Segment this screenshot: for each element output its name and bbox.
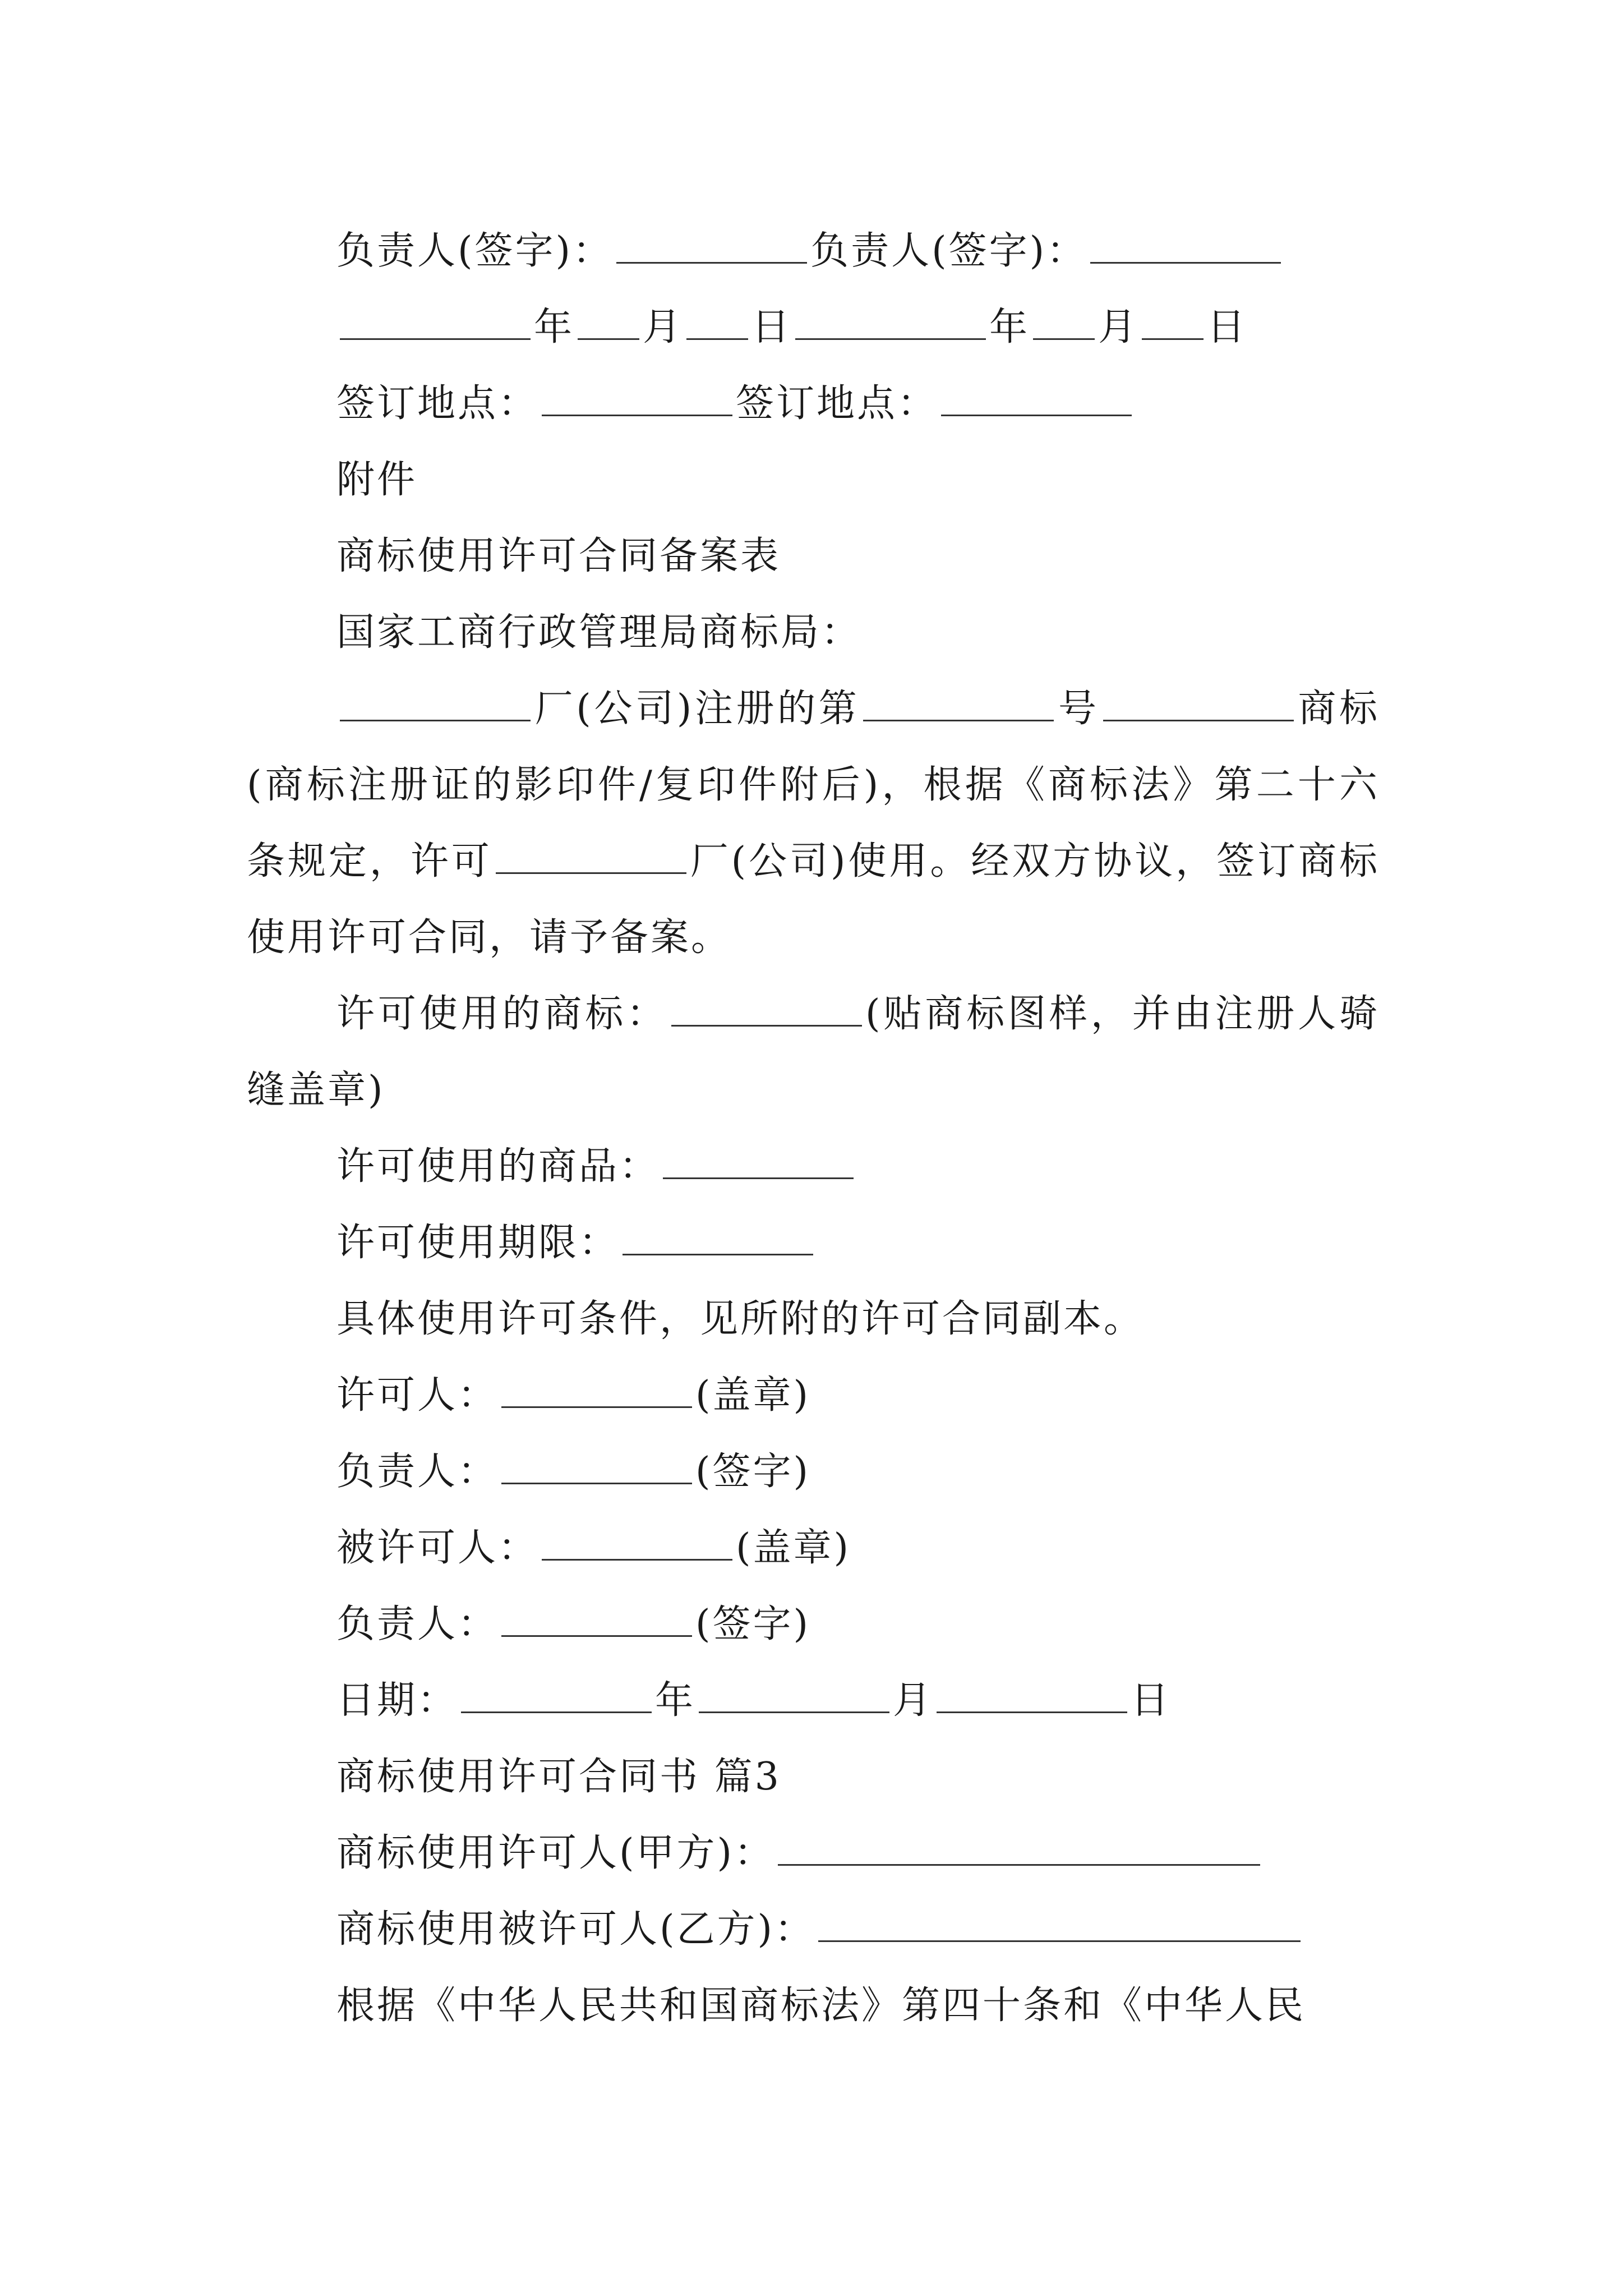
attachment-heading: 附件	[336, 458, 418, 502]
year-label: 年	[655, 1678, 696, 1723]
blank-field	[663, 1145, 854, 1179]
responsible-sign-label-b: 负责人(签字)：	[810, 229, 1087, 273]
seal-note: (盖章)	[695, 1373, 811, 1418]
section-heading: 商标使用许可合同书 篇3	[336, 1755, 781, 1799]
party-b-line	[247, 1892, 1380, 1968]
licensor-line	[247, 1358, 1380, 1434]
month-label: 月	[643, 305, 684, 349]
blank-field	[671, 992, 862, 1027]
paragraph-registration	[247, 671, 1380, 976]
day-label: 日	[751, 305, 792, 349]
month-label: 月	[1098, 305, 1139, 349]
blank-field	[937, 1679, 1127, 1713]
blank-field	[616, 229, 807, 264]
blank-field	[623, 1221, 813, 1255]
blank-field	[795, 306, 986, 340]
blank-field	[1103, 687, 1294, 721]
paragraph-text: 号	[1057, 687, 1100, 731]
blank-field	[1142, 306, 1204, 340]
basis-line: 根据《中华人民共和国商标法》第四十条和《中华人民	[336, 1984, 1306, 2028]
blank-field	[340, 306, 531, 340]
paragraph-text: 厂(公司)使用。经双方协议，签订商标使用许可合同，请予备案。	[247, 839, 1380, 960]
responsible-label: 负责人：	[336, 1450, 499, 1494]
responsible-line	[247, 1434, 1380, 1510]
blank-field	[501, 1450, 692, 1484]
place-line	[247, 366, 1380, 442]
conditions-line: 具体使用许可条件，见所附的许可合同副本。	[336, 1297, 1145, 1341]
place-label-b: 签订地点：	[736, 381, 938, 426]
licensor-label: 许可人：	[336, 1373, 499, 1418]
day-label: 日	[1207, 305, 1248, 349]
document-body	[247, 213, 1380, 2044]
day-label: 日	[1131, 1678, 1172, 1723]
month-label: 月	[893, 1678, 934, 1723]
party-a-line	[247, 1815, 1380, 1892]
paragraph-text: 许可使用的商标：	[336, 992, 668, 1036]
blank-field	[818, 1908, 1301, 1942]
responsible-sign-label-a: 负责人(签字)：	[336, 229, 614, 273]
sign-note: (签字)	[695, 1450, 811, 1494]
blank-field	[542, 1526, 732, 1561]
blank-field	[340, 687, 531, 721]
paragraph-text: 商标(商标注册证的影印件/复印件附后)，根据《商标法》第二十六条规定，许可	[247, 687, 1380, 884]
blank-field	[686, 306, 748, 340]
place-label-a: 签订地点：	[336, 381, 539, 426]
year-label: 年	[989, 305, 1030, 349]
form-title: 商标使用许可合同备案表	[336, 534, 781, 578]
paragraph-trademark	[247, 976, 1380, 1129]
blank-field	[778, 1832, 1260, 1866]
party-a-label: 商标使用许可人(甲方)：	[336, 1831, 775, 1875]
party-b-label: 商标使用被许可人(乙方)：	[336, 1907, 815, 1952]
blank-field	[496, 840, 686, 874]
responsible-label: 负责人：	[336, 1602, 499, 1646]
sign-note: (签字)	[695, 1602, 811, 1646]
date-line	[247, 289, 1380, 366]
blank-field	[1090, 229, 1281, 264]
blank-field	[863, 687, 1054, 721]
date-line	[247, 1663, 1380, 1739]
responsible-line	[247, 1586, 1380, 1663]
goods-line	[247, 1129, 1380, 1205]
blank-field	[699, 1679, 889, 1713]
goods-label: 许可使用的商品：	[336, 1144, 660, 1189]
date-label: 日期：	[336, 1678, 458, 1723]
signature-line	[247, 213, 1380, 289]
blank-field	[461, 1679, 652, 1713]
blank-field	[501, 1603, 692, 1637]
seal-note: (盖章)	[736, 1526, 851, 1570]
blank-field	[1033, 306, 1095, 340]
year-label: 年	[534, 305, 575, 349]
paragraph-text: 厂(公司)注册的第	[534, 687, 860, 731]
paragraph-text: (贴商标图样，并由注册人骑缝盖章)	[247, 992, 1380, 1112]
blank-field	[578, 306, 639, 340]
blank-field	[501, 1374, 692, 1408]
licensee-label: 被许可人：	[336, 1526, 539, 1570]
blank-field	[542, 382, 732, 416]
blank-field	[941, 382, 1132, 416]
addressee: 国家工商行政管理局商标局：	[336, 610, 862, 655]
term-label: 许可使用期限：	[336, 1221, 620, 1265]
licensee-line	[247, 1510, 1380, 1586]
term-line	[247, 1205, 1380, 1281]
